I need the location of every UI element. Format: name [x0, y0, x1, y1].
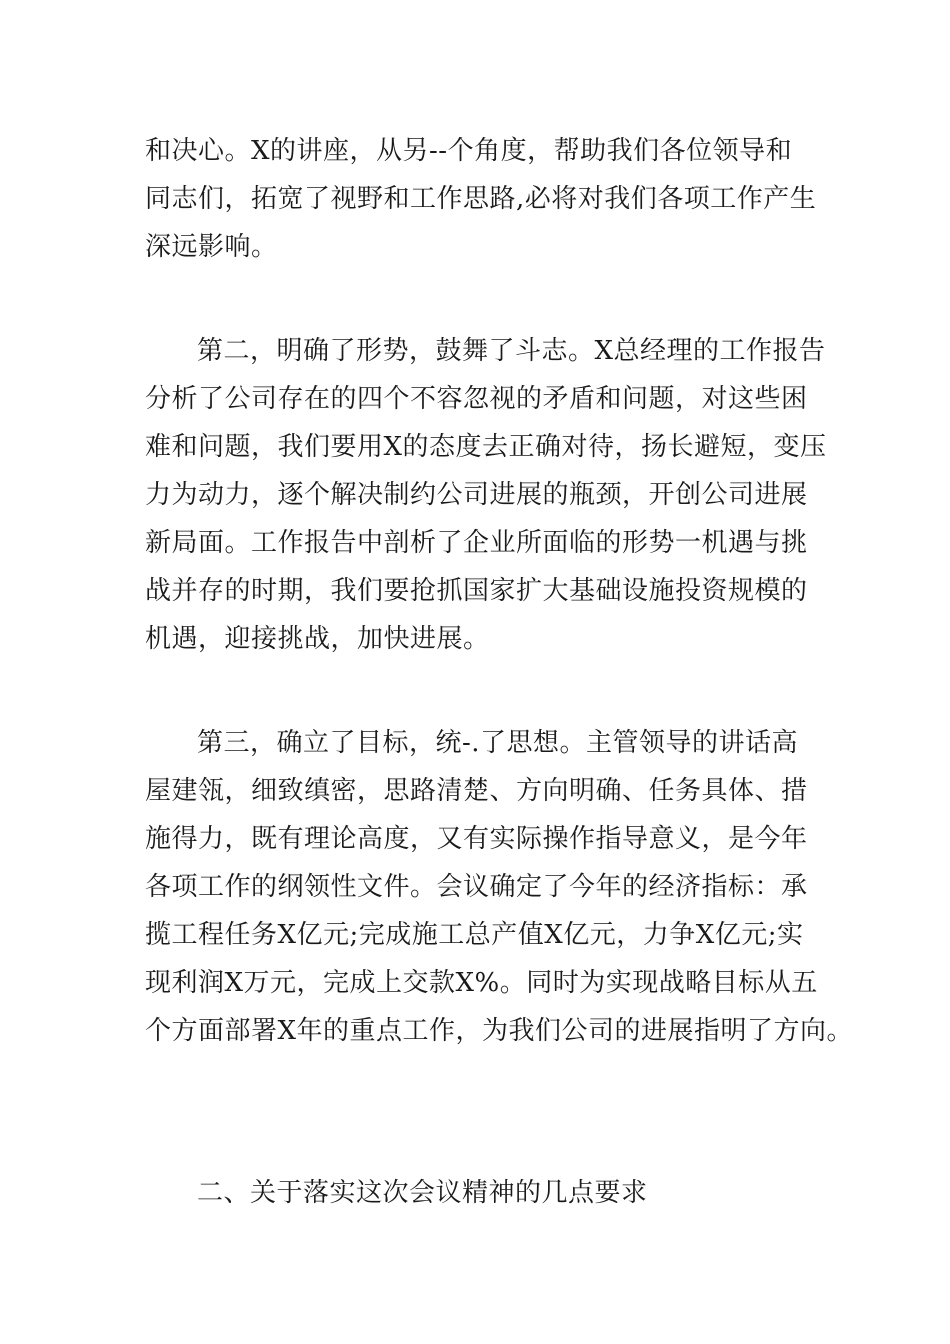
- paragraph-2-line-2: 分析了公司存在的四个不容忽视的矛盾和问题，对这些困: [145, 384, 808, 414]
- paragraph-3-line-7: 个方面部署X年的重点工作，为我们公司的进展指明了方向。: [145, 1016, 854, 1046]
- paragraph-2-line-7: 机遇，迎接挑战，加快进展。: [145, 624, 490, 654]
- paragraph-3-line-4: 各项工作的纲领性文件。会议确定了今年的经济指标：承: [145, 872, 808, 902]
- paragraph-3-line-1: 第三，确立了目标，统-.了思想。主管领导的讲话高: [197, 728, 799, 758]
- paragraph-2-line-6: 战并存的时期，我们要抢抓国家扩大基础设施投资规模的: [145, 576, 808, 606]
- paragraph-2-line-1: 第二，明确了形势，鼓舞了斗志。X总经理的工作报告: [197, 336, 826, 366]
- paragraph-3-line-6: 现利润X万元，完成上交款X%。同时为实现战略目标从五: [145, 968, 818, 998]
- paragraph-1-line-2: 同志们，拓宽了视野和工作思路,必将对我们各项工作产生: [145, 184, 817, 214]
- paragraph-3-line-5: 揽工程任务X亿元;完成施工总产值X亿元，力争X亿元;实: [145, 920, 804, 950]
- section-heading: 二、关于落实这次会议精神的几点要求: [197, 1178, 648, 1208]
- paragraph-1-line-3: 深远影响。: [145, 232, 278, 262]
- paragraph-2-line-4: 力为动力，逐个解决制约公司进展的瓶颈，开创公司进展: [145, 480, 808, 510]
- paragraph-3-line-3: 施得力，既有理论高度，又有实际操作指导意义，是今年: [145, 824, 808, 854]
- paragraph-1-line-1: 和决心。X的讲座，从另--个角度，帮助我们各位领导和: [145, 136, 793, 166]
- paragraph-2-line-3: 难和问题，我们要用X的态度去正确对待，扬长避短，变压: [145, 432, 827, 462]
- paragraph-3-line-2: 屋建瓴，细致缜密，思路清楚、方向明确、任务具体、措: [145, 776, 808, 806]
- paragraph-2-line-5: 新局面。工作报告中剖析了企业所面临的形势一机遇与挑: [145, 528, 808, 558]
